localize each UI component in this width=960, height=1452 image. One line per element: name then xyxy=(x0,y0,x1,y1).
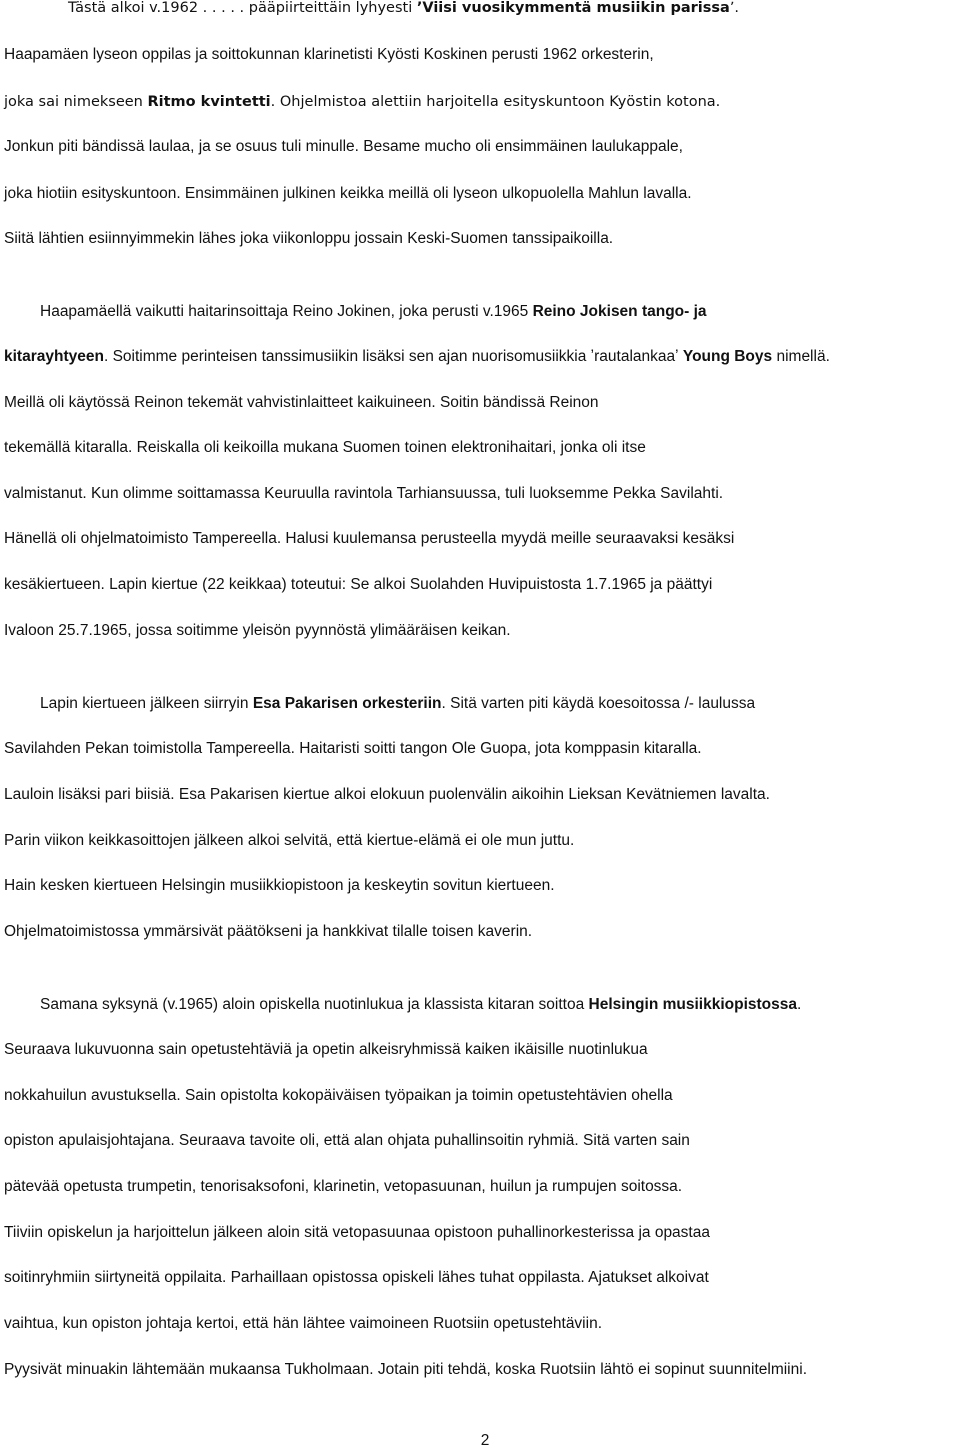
text-run: nimellä. xyxy=(772,348,830,365)
text-run: Ivaloon 25.7.1965, jossa soitimme yleisön pyynnöstä ylimääräisen keikan. xyxy=(4,622,511,639)
text-run: tekemällä kitaralla. Reiskalla oli keikoilla mukana Suomen toinen elektronihaitari, jonka oli itse xyxy=(4,439,646,456)
text-line-16 xyxy=(4,739,702,759)
band-name-bold: Ritmo kvintetti xyxy=(147,94,271,110)
text-line-26 xyxy=(4,1223,710,1243)
text-run: Meillä oli käytössä Reinon tekemät vahvistinlaitteet kaikuineen. Soitin bändissä Reinon xyxy=(4,394,599,411)
text-run: nokkahuilun avustuksella. Sain opistolta kokopäiväisen työpaikan ja toimin opetustehtävien ohella xyxy=(4,1087,673,1104)
text-run: . Soitimme perinteisen tanssimusiikin lisäksi sen ajan nuorisomusiikkia ʼrautalankaaʼ xyxy=(103,348,683,365)
text-line-23 xyxy=(4,1086,673,1106)
band-name-bold: Esa Pakarisen orkesteriin xyxy=(252,695,442,712)
text-run: Haapamäen lyseon oppilas ja soittokunnan klarinetisti Kyösti Koskinen perusti 1962 orkesterin, xyxy=(4,46,654,63)
text-run: vaihtua, kun opiston johtaja kertoi, että hän lähtee vaimoineen Ruotsiin opetustehtäviin. xyxy=(4,1315,602,1332)
text-run: soitinryhmiin siirtyneitä oppilaita. Parhaillaan opistossa opiskeli lähes tuhat oppilasta. Ajatukset alkoivat xyxy=(4,1269,709,1286)
text-line-13 xyxy=(4,575,712,595)
text-line-10 xyxy=(4,438,646,458)
text-line-8 xyxy=(4,347,830,367)
text-run: Samana syksynä (v.1965) aloin opiskella nuotinlukua ja klassista kitaran soittoa xyxy=(40,996,589,1013)
text-line-7 xyxy=(40,302,707,322)
text-run: Haapamäellä vaikutti haitarinsoittaja Reino Jokinen, joka perusti v.1965 xyxy=(40,303,533,320)
text-line-19 xyxy=(4,876,555,896)
text-line-12 xyxy=(4,529,734,549)
text-run: joka sai nimekseen xyxy=(4,94,148,110)
text-run: Jonkun piti bändissä laulaa, ja se osuus tuli minulle. Besame mucho oli ensimmäinen laulukappale, xyxy=(4,138,683,155)
text-line-9 xyxy=(4,393,599,413)
text-line-2 xyxy=(4,45,654,65)
text-line-4 xyxy=(4,137,683,157)
text-line-27 xyxy=(4,1268,709,1288)
text-run: Lauloin lisäksi pari biisiä. Esa Pakarisen kiertue alkoi elokuun puolenvälin aikoihin Lieksan Kevätniemen lavalta. xyxy=(4,786,770,803)
text-line-29 xyxy=(4,1360,807,1380)
school-name-bold: Helsingin musiikkiopistossa xyxy=(588,996,797,1013)
text-run: joka hiotiin esityskuntoon. Ensimmäinen julkinen keikka meillä oli lyseon ulkopuolella Mahlun lavalla. xyxy=(4,185,692,202)
text-run: . Ohjelmistoa alettiin harjoitella esityskuntoon Kyöstin kotona. xyxy=(270,94,721,110)
title-bold: ʼViisi vuosikymmentä musiikin parissa xyxy=(416,0,730,16)
text-run: Tiiviin opiskelun ja harjoittelun jälkeen aloin sitä vetopasuunaa opistoon puhallinorkesterissa ja opastaa xyxy=(4,1224,710,1241)
text-run: Siitä lähtien esiinnyimmekin lähes joka viikonloppu jossain Keski-Suomen tanssipaikoilla. xyxy=(4,230,614,247)
text-line-17 xyxy=(4,785,770,805)
text-run: valmistanut. Kun olimme soittamassa Keuruulla ravintola Tarhiansuussa, tuli luoksemme Pekka Savilahti. xyxy=(4,485,724,502)
text-run: Lapin kiertueen jälkeen siirryin xyxy=(40,695,253,712)
band-name-bold: Young Boys xyxy=(682,348,773,365)
text-run: Tästä alkoi v.1962 . . . . . pääpiirteittäin lyhyesti xyxy=(68,0,417,16)
band-name-bold: kitarayhtyeen xyxy=(4,348,104,365)
text-line-11 xyxy=(4,484,723,504)
text-run: Seuraava lukuvuonna sain opetustehtäviä ja opetin alkeisryhmissä kaiken ikäisille nuotinlukua xyxy=(4,1041,648,1058)
text-line-6 xyxy=(4,229,613,249)
text-line-5 xyxy=(4,184,692,204)
text-run: . xyxy=(797,996,802,1013)
page-number: 2 xyxy=(480,1432,490,1449)
text-run: Savilahden Pekan toimistolla Tampereella. Haitaristi soitti tangon Ole Guopa, jota komppasin kitaralla. xyxy=(4,740,702,757)
text-run: Parin viikon keikkasoittojen jälkeen alkoi selvitä, että kiertue-elämä ei ole mun juttu. xyxy=(4,832,575,849)
text-run: Hänellä oli ohjelmatoimisto Tampereella. Halusi kuulemansa perusteella myydä meille seuraavaksi kesäksi xyxy=(4,530,735,547)
text-line-3 xyxy=(4,92,720,112)
text-run: opiston apulaisjohtajana. Seuraava tavoite oli, että alan ohjata puhallinsoitin ryhmiä. Sitä varten sain xyxy=(4,1132,690,1149)
text-run: Hain kesken kiertueen Helsingin musiikkiopistoon ja keskeytin sovitun kiertueen. xyxy=(4,877,555,894)
band-name-bold: Reino Jokisen tango- ja xyxy=(532,303,707,320)
text-line-22 xyxy=(4,1040,648,1060)
text-line-24 xyxy=(4,1131,690,1151)
text-line-18 xyxy=(4,831,574,851)
text-run: ʼ. xyxy=(729,0,740,16)
text-line-25 xyxy=(4,1177,682,1197)
text-line-28 xyxy=(4,1314,602,1334)
text-run: pätevää opetusta trumpetin, tenorisaksofoni, klarinetin, vetopasuunan, huilun ja rumpujen soitossa. xyxy=(4,1178,683,1195)
text-line-21 xyxy=(40,995,801,1015)
text-run: Ohjelmatoimistossa ymmärsivät päätökseni ja hankkivat tilalle toisen kaverin. xyxy=(4,923,533,940)
text-line-1 xyxy=(68,0,739,18)
text-line-15 xyxy=(40,694,755,714)
text-line-20 xyxy=(4,922,532,942)
text-run: . Sitä varten piti käydä koesoitossa /- laulussa xyxy=(441,695,756,712)
text-line-14 xyxy=(4,621,511,641)
text-run: kesäkiertueen. Lapin kiertue (22 keikkaa) toteutui: Se alkoi Suolahden Huvipuistosta 1.7.1965 ja päättyi xyxy=(4,576,713,593)
text-run: Pyysivät minuakin lähtemään mukaansa Tukholmaan. Jotain piti tehdä, koska Ruotsiin lähtö ei sopinut suunnitelmiini. xyxy=(4,1361,807,1378)
